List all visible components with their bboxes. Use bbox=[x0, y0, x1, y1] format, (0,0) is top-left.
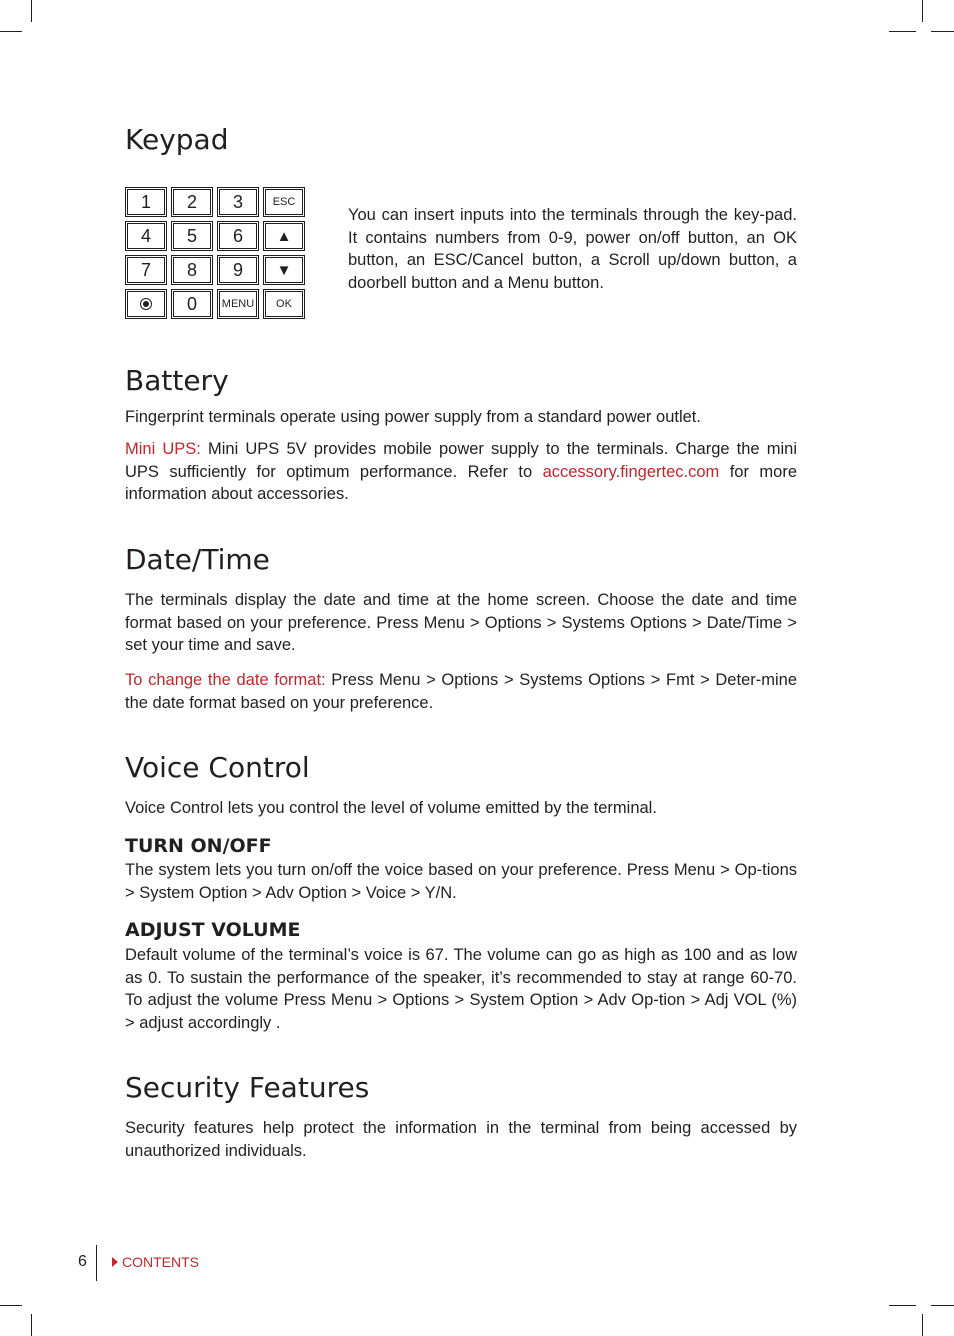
key-up: ▲ bbox=[263, 221, 305, 251]
key-0: 0 bbox=[171, 289, 213, 319]
key-9: 9 bbox=[217, 255, 259, 285]
turn-on-off-heading: TURN ON/OFF bbox=[125, 835, 272, 857]
crop-mark bbox=[922, 0, 923, 22]
key-esc: ESC bbox=[263, 187, 305, 217]
key-5: 5 bbox=[171, 221, 213, 251]
mini-ups-paragraph bbox=[125, 438, 797, 506]
crop-mark bbox=[0, 31, 22, 32]
crop-mark bbox=[889, 31, 916, 32]
voice-paragraph: Voice Control lets you control the level of volume emitted by the terminal. bbox=[125, 799, 657, 817]
contents-label: CONTENTS bbox=[122, 1254, 199, 1270]
key-power bbox=[125, 289, 167, 319]
crop-mark bbox=[931, 1305, 954, 1306]
key-ok: OK bbox=[263, 289, 305, 319]
key-7: 7 bbox=[125, 255, 167, 285]
footer-divider bbox=[96, 1245, 97, 1281]
adjust-volume-heading: ADJUST VOLUME bbox=[125, 919, 301, 941]
date-format-paragraph bbox=[125, 669, 797, 714]
key-down: ▼ bbox=[263, 255, 305, 285]
key-menu: MENU bbox=[217, 289, 259, 319]
key-3: 3 bbox=[217, 187, 259, 217]
adjust-volume-paragraph: Default volume of the terminal’s voice is 67. The volume can go as high as 100 and as low as 0. To sustain the performance of the speaker, it’s recommended to stay at range 60-70. To adjust the volume Press Menu > Options > System Option > Adv Op-tion > Adj VOL (%) > adjust accordingly . bbox=[125, 946, 797, 1032]
crop-mark bbox=[31, 1314, 32, 1336]
datetime-heading: Date/Time bbox=[125, 543, 270, 576]
key-8: 8 bbox=[171, 255, 213, 285]
contents-link[interactable] bbox=[112, 1254, 199, 1270]
accessory-link[interactable]: accessory.fingertec.com bbox=[542, 462, 720, 481]
crop-mark bbox=[889, 1305, 916, 1306]
key-1: 1 bbox=[125, 187, 167, 217]
datetime-paragraph: The terminals display the date and time at the home screen. Choose the date and time format based on your preference. Press Menu > Options > Systems Options > Date/Time > set your time and save. bbox=[125, 591, 797, 654]
keypad-heading: Keypad bbox=[125, 123, 229, 156]
power-icon bbox=[140, 298, 152, 310]
mini-ups-text: Mini UPS 5V provides mobile power supply to the terminals. Charge the mini UPS sufficiently for optimum performance. Refer to bbox=[125, 440, 797, 481]
key-6: 6 bbox=[217, 221, 259, 251]
keypad-diagram bbox=[125, 187, 305, 317]
keypad-description: You can insert inputs into the terminals through the key-pad. It contains numbers from 0-9, power on/off button, an OK button, an ESC/Cancel button, a Scroll up/down button, a doorbell button and a Menu button. bbox=[348, 206, 797, 292]
voice-heading: Voice Control bbox=[125, 751, 310, 784]
security-heading: Security Features bbox=[125, 1071, 370, 1104]
crop-mark bbox=[31, 0, 32, 22]
key-4: 4 bbox=[125, 221, 167, 251]
turn-on-off-paragraph: The system lets you turn on/off the voice based on your preference. Press Menu > Op-tions > System Option > Adv Option > Voice > Y/N. bbox=[125, 861, 797, 902]
page-number: 6 bbox=[78, 1253, 87, 1270]
date-format-label: To change the date format: bbox=[125, 671, 326, 689]
mini-ups-text-end: for more information about accessories. bbox=[125, 462, 797, 503]
security-paragraph: Security features help protect the information in the terminal from being accessed by unauthorized individuals. bbox=[125, 1119, 797, 1160]
crop-mark bbox=[931, 31, 954, 32]
battery-heading: Battery bbox=[125, 364, 229, 397]
key-2: 2 bbox=[171, 187, 213, 217]
arrow-right-icon bbox=[112, 1257, 118, 1267]
crop-mark bbox=[922, 1314, 923, 1336]
mini-ups-label: Mini UPS: bbox=[125, 440, 201, 458]
battery-paragraph: Fingerprint terminals operate using power supply from a standard power outlet. bbox=[125, 408, 701, 426]
crop-mark bbox=[0, 1305, 22, 1306]
date-format-text: Press Menu > Options > Systems Options > Fmt > Deter-mine the date format based on your preference. bbox=[125, 671, 798, 712]
